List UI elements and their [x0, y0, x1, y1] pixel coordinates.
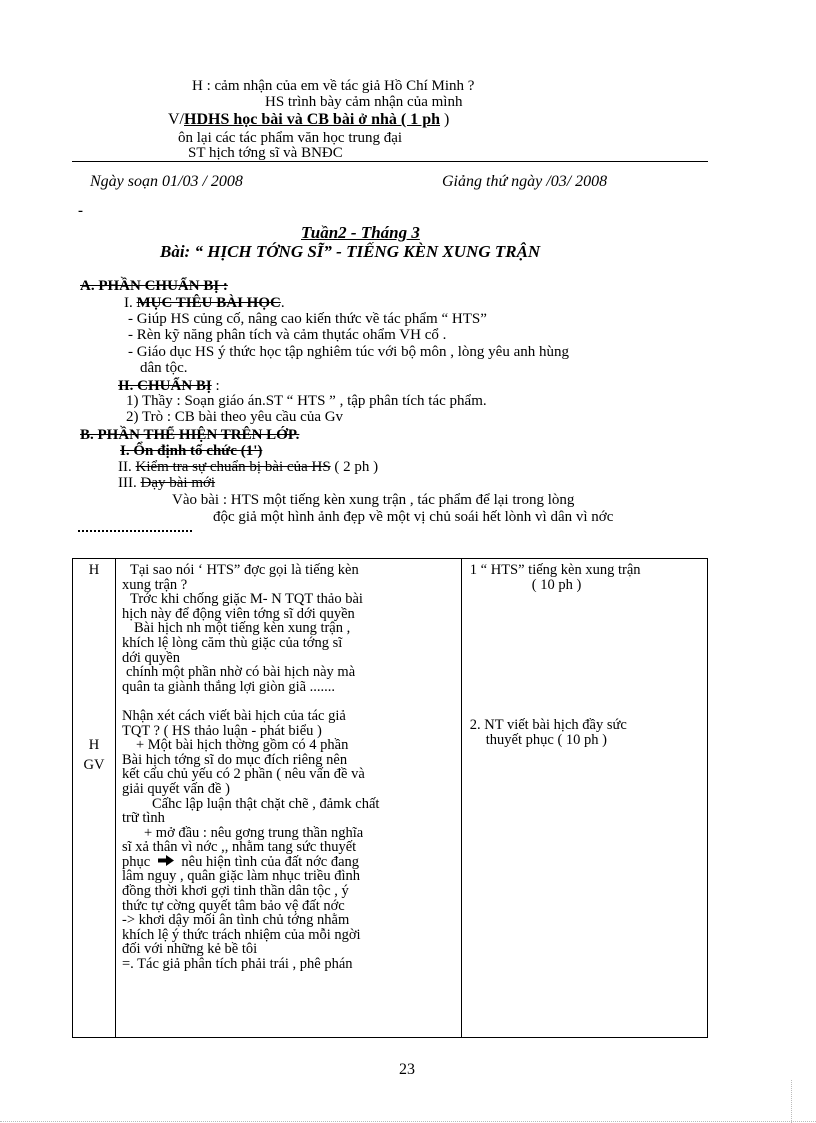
objective-1: - Giúp HS củng cố, nâng cao kiến thức về tác phẩm “ HTS”: [128, 311, 487, 327]
prep-teacher: 1) Thầy : Soạn giáo án.ST “ HTS ” , tập phân tích tác phẩm.: [126, 393, 487, 409]
prep-heading: [118, 379, 220, 394]
content-line: khích lệ ý thức trách nhiệm của mỗi ngời: [121, 927, 361, 943]
content-line: thức tự cờng quyết tâm bảo vệ đất nớc: [121, 898, 345, 914]
topic-column: [461, 559, 707, 1038]
content-line: sĩ xả thân vì nớc ,, nhằm tang sức thuyết: [121, 840, 357, 855]
content-line: lâm nguy , quân giặc làm nhục triều đình: [121, 869, 360, 885]
content-line: kết cấu chủ yếu có 2 phần ( nêu vấn đề và: [121, 767, 365, 782]
dash-marker: -: [78, 203, 83, 219]
item-2: [118, 460, 378, 475]
section-v-suffix: ): [444, 111, 450, 128]
objective-2: - Rèn kỹ năng phân tích và cảm thụtác ohẩm VH cổ .: [128, 327, 447, 343]
objectives-heading: [124, 296, 285, 311]
content-line: + mở đầu : nêu gơng trung thần nghĩa: [143, 825, 364, 841]
content-line: TQT ? ( HS thảo luận - phát biểu ): [121, 723, 322, 739]
role-column: [73, 559, 116, 1038]
intro-line-2: độc giả một hình ảnh đẹp về một vị chủ soái hết lònh vì dân vì nớc: [213, 509, 614, 525]
lesson-table: [72, 558, 708, 1038]
item-3: [118, 476, 215, 491]
content-line: giải quyết vấn đề ): [121, 781, 230, 797]
content-line: Bài hịch nh một tiếng kèn xung trận ,: [133, 621, 351, 636]
role-h-1: H: [88, 562, 100, 578]
content-line: chính một phần nhờ có bài hịch này mà: [125, 665, 356, 680]
content-line: nêu hiện tình của đất nớc đang: [181, 854, 360, 870]
content-line-with-arrow: [122, 855, 455, 870]
section-v-title: HDHS học bài và CB bài ở nhà ( 1 ph: [184, 111, 441, 128]
content-line: [122, 694, 455, 709]
content-line: Trớc khi chống giặc M- N TQT thảo bài: [129, 592, 363, 607]
prepared-date: Ngày soạn 01/03 / 2008: [90, 173, 243, 190]
objective-3: - Giáo dục HS ý thức học tập nghiêm túc với bộ môn , lòng yêu anh hùng: [128, 344, 569, 360]
page-corner-guide: [791, 1080, 792, 1123]
topic-1-time: ( 10 ph ): [531, 576, 582, 593]
content-line: + Một bài hịch thờng gồm có 4 phần: [135, 738, 349, 753]
content-line: quân ta giành thắng lợi giòn giã .......: [121, 679, 336, 695]
topic-2-subtitle: thuyết phục ( 10 ph ): [485, 731, 607, 748]
page-bottom-guide: [0, 1121, 816, 1122]
content-line: Bài hịch tớng sĩ do mục đích riêng nên: [121, 752, 348, 768]
item-1: I. Ổn định tổ chức (1'): [120, 443, 263, 459]
objectives-tail: .: [280, 295, 285, 311]
lesson-title: [160, 244, 540, 259]
table-row: [73, 559, 708, 1038]
lesson-name: “ HỊCH TỚNG SĨ” - TIẾNG KÈN XUNG TRẬN: [194, 242, 541, 261]
intro-line-1: Vào bài : HTS một tiếng kèn xung trận , tác phẩm để lại trong lòng: [172, 492, 575, 508]
content-line: đối với những kẻ bề tôi: [121, 942, 258, 958]
content-line: hịch này để động viên tớng sĩ dới quyền: [121, 606, 355, 622]
role-h-2: H: [88, 736, 100, 753]
objective-3-cont: dân tộc.: [140, 360, 188, 376]
review-line-1: ôn lại các tác phẩm văn học trung đại: [178, 130, 403, 146]
prep-title: II. CHUẨN BỊ: [118, 378, 212, 394]
content-line: trữ tình: [121, 811, 165, 826]
role-gv: GV: [83, 757, 105, 774]
objectives-label: I.: [124, 295, 133, 311]
prep-tail: :: [215, 378, 220, 394]
topic-2-title: 2. NT viết bài hịch đầy sức: [469, 717, 627, 734]
section-v-heading: [168, 112, 449, 127]
content-line: =. Tác giả phân tích phải trái , phê phán: [121, 957, 353, 972]
item-2-title: Kiểm tra sự chuẩn bị bài của HS: [135, 459, 331, 475]
content-line: đồng thời khơi gợi tinh thần dân tộc , ý: [121, 884, 349, 899]
page-number: 23: [399, 1061, 415, 1078]
content-line: xung trận ?: [121, 577, 188, 593]
item-3-title: Dạy bài mới: [140, 475, 216, 491]
review-question: H : cảm nhận của em về tác giả Hồ Chí Minh ?: [192, 78, 475, 94]
header-divider: [72, 161, 708, 162]
content-column: [115, 559, 461, 1038]
content-line: Cấhc lập luận thật chặt chẽ , đảmk chất: [151, 796, 380, 812]
item-3-prefix: III.: [118, 475, 137, 491]
week-title: Tuần2 - Tháng 3: [301, 223, 420, 242]
right-arrow-icon: [158, 855, 174, 866]
content-line: dới quyền: [121, 650, 180, 666]
item-2-prefix: II.: [118, 459, 132, 475]
item-2-tail: ( 2 ph ): [334, 459, 379, 475]
dotted-separator: [78, 530, 192, 532]
content-line: -> khơi dậy mối ân tình chủ tớng nhằm: [121, 913, 350, 928]
section-v-prefix: V/: [168, 111, 184, 128]
section-b-heading: B. PHẦN THỂ HIỆN TRÊN LỚP.: [80, 427, 300, 443]
review-answer: HS trình bày cảm nhận của mình: [265, 94, 463, 110]
review-line-2: ST hịch tớng sĩ và BNĐC: [188, 145, 343, 161]
lesson-label: Bài:: [160, 242, 191, 261]
objectives-title: MỤC TIÊU BÀI HỌC: [136, 295, 281, 311]
teaching-date: Giảng thứ ngày /03/ 2008: [442, 173, 608, 190]
prep-student: 2) Trò : CB bài theo yêu cầu của Gv: [126, 409, 344, 425]
section-a-heading: A. PHẦN CHUẨN BỊ :: [80, 278, 228, 294]
content-line: phục: [121, 854, 151, 870]
content-line: Tại sao nói ‘ HTS” đợc gọi là tiếng kèn: [129, 563, 359, 578]
topic-1-title: 1 “ HTS” tiếng kèn xung trận: [469, 562, 641, 578]
content-line: Nhận xét cách viết bài hịch của tác giả: [121, 708, 346, 724]
content-line: khích lệ lòng căm thù giặc của tớng sĩ: [121, 635, 343, 651]
